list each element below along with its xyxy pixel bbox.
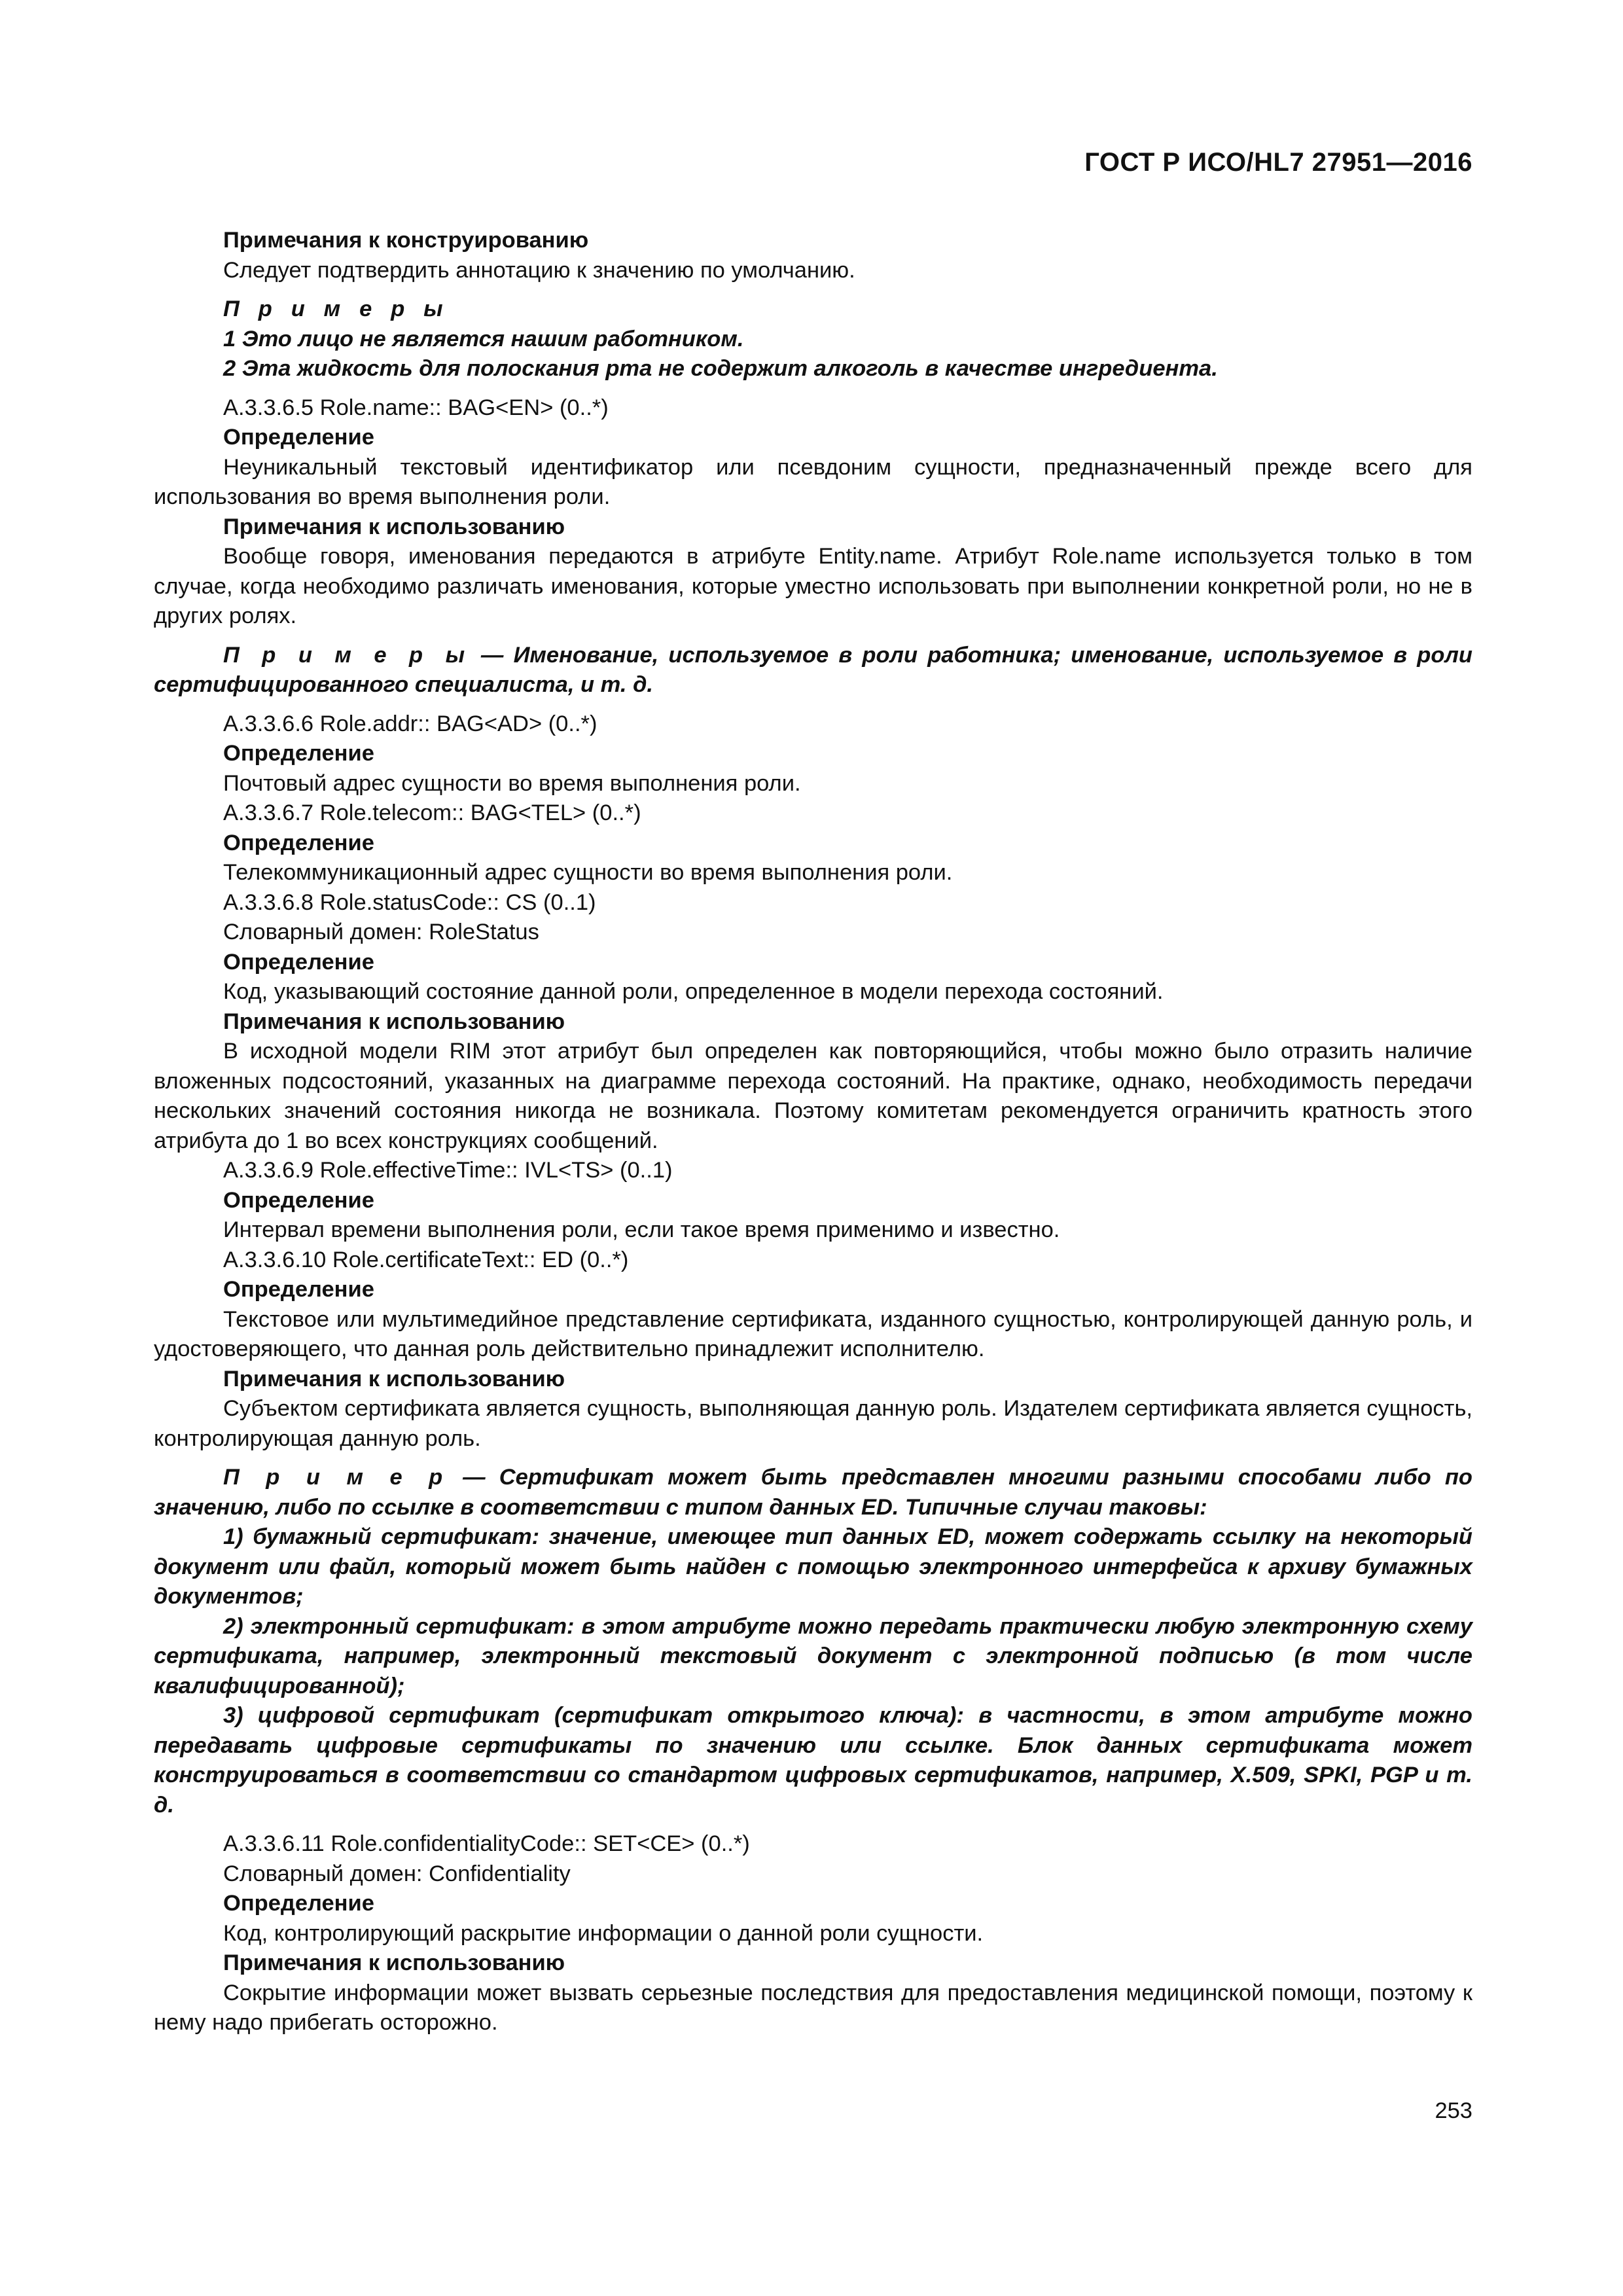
heading-definition: Определение	[223, 1277, 374, 1302]
attribute-heading: A.3.3.6.9 Role.effectiveTime:: IVL<TS> (0..1)	[223, 1158, 673, 1183]
attribute-heading: A.3.3.6.5 Role.name:: BAG<EN> (0..*)	[223, 395, 609, 420]
heading-usage-notes: Примечания к использованию	[223, 1950, 565, 1975]
examples-text: — Именование, используемое в роли работника; именование, используемое в роли сертифицированного специалиста, и т. д.	[154, 642, 1472, 697]
attribute-heading: A.3.3.6.11 Role.confidentialityCode:: SET<CE> (0..*)	[223, 1831, 750, 1856]
page-number: 253	[1435, 2098, 1472, 2123]
vocabulary-domain: Словарный домен: Confidentiality	[223, 1861, 571, 1886]
paragraph: Вообще говоря, именования передаются в атрибуте Entity.name. Атрибут Role.name используется только в том случае, когда необходимо различать именования, которые уместно использовать при выполнении конкретной роли, но не в других ролях.	[154, 544, 1473, 628]
paragraph: Телекоммуникационный адрес сущности во время выполнения роли.	[223, 860, 953, 885]
heading-definition: Определение	[223, 1187, 374, 1213]
paragraph: Следует подтвердить аннотацию к значению по умолчанию.	[223, 257, 855, 283]
example-item: 1) бумажный сертификат: значение, имеющее тип данных ED, может содержать ссылку на некоторый документ или файл, который может быть найден с помощью электронного интерфейса к архиву бумажных документов;	[154, 1524, 1472, 1609]
paragraph: Сокрытие информации может вызвать серьезные последствия для предоставления медицинской помощи, поэтому к нему надо прибегать осторожно.	[154, 1980, 1472, 2035]
paragraph: Почтовый адрес сущности во время выполнения роли.	[223, 770, 801, 796]
paragraph: Интервал времени выполнения роли, если такое время применимо и известно.	[223, 1217, 1060, 1242]
example-item: 3) цифровой сертификат (сертификат открытого ключа): в частности, в этом атрибуте можно передавать цифровые сертификаты по значению или ссылке. Блок данных сертификата может конструироваться в соответствии со стандартом цифровых сертификатов, например, X.509, SPKI, PGP и т. д.	[154, 1703, 1472, 1818]
heading-definition: Определение	[223, 830, 374, 855]
examples-label: П р и м е р ы	[223, 642, 471, 668]
heading-definition: Определение	[223, 425, 374, 450]
attribute-heading: A.3.3.6.10 Role.certificateText:: ED (0..*)	[223, 1247, 629, 1272]
heading-usage-notes: Примечания к использованию	[223, 1366, 565, 1391]
heading-definition: Определение	[223, 741, 374, 766]
paragraph: Неуникальный текстовый идентификатор или псевдоним сущности, предназначенный прежде всего для использования во время выполнения роли.	[154, 454, 1472, 509]
example-paragraph	[154, 1463, 1472, 1522]
examples-paragraph	[154, 641, 1472, 700]
document-header-id: ГОСТ Р ИСО/HL7 27951—2016	[1084, 148, 1472, 177]
example-item: 2) электронный сертификат: в этом атрибуте можно передать практически любую электронную схему сертификата, например, электронный текстовый документ с электронной подписью (в том числе квалифицированной);	[154, 1613, 1472, 1698]
heading-design-notes: Примечания к конструированию	[223, 228, 589, 253]
examples-label: П р и м е р ы	[223, 296, 450, 321]
paragraph: Субъектом сертификата является сущность, выполняющая данную роль. Издателем сертификата является сущность, контролирующая данную роль.	[154, 1396, 1472, 1451]
vocabulary-domain: Словарный домен: RoleStatus	[223, 920, 539, 944]
example-item: 1 Это лицо не является нашим работником.	[223, 326, 744, 351]
paragraph: Код, указывающий состояние данной роли, определенное в модели перехода состояний.	[223, 979, 1164, 1004]
attribute-heading: A.3.3.6.8 Role.statusCode:: CS (0..1)	[223, 889, 596, 915]
attribute-heading: A.3.3.6.7 Role.telecom:: BAG<TEL> (0..*)	[223, 800, 641, 825]
attribute-heading: A.3.3.6.6 Role.addr:: BAG<AD> (0..*)	[223, 711, 597, 736]
example-item: 2 Эта жидкость для полоскания рта не содержит алкоголь в качестве ингредиента.	[223, 356, 1218, 381]
example-text: — Сертификат может быть представлен многими разными способами либо по значению, либо по ссылке в соответствии с типом данных ED. Типичные случаи таковы:	[154, 1465, 1472, 1520]
paragraph: В исходной модели RIM этот атрибут был определен как повторяющийся, чтобы можно было отразить наличие вложенных подсостояний, указанных на диаграмме перехода состояний. На практике, однако, необходимость передачи нескольких значений состояния никогда не возникала. Поэтому комитетам рекомендуется ограничить кратность этого атрибута до 1 во всех конструкциях сообщений.	[154, 1039, 1472, 1153]
paragraph: Текстовое или мультимедийное представление сертификата, изданного сущностью, контролирующей данную роль, и удостоверяющего, что данная роль действительно принадлежит исполнителю.	[154, 1306, 1472, 1361]
heading-usage-notes: Примечания к использованию	[223, 514, 565, 539]
document-body	[154, 226, 1472, 2038]
heading-usage-notes: Примечания к использованию	[223, 1009, 565, 1034]
heading-definition: Определение	[223, 949, 374, 975]
heading-definition: Определение	[223, 1891, 374, 1916]
example-label: П р и м е р	[223, 1465, 449, 1490]
paragraph: Код, контролирующий раскрытие информации о данной роли сущности.	[223, 1920, 984, 1946]
